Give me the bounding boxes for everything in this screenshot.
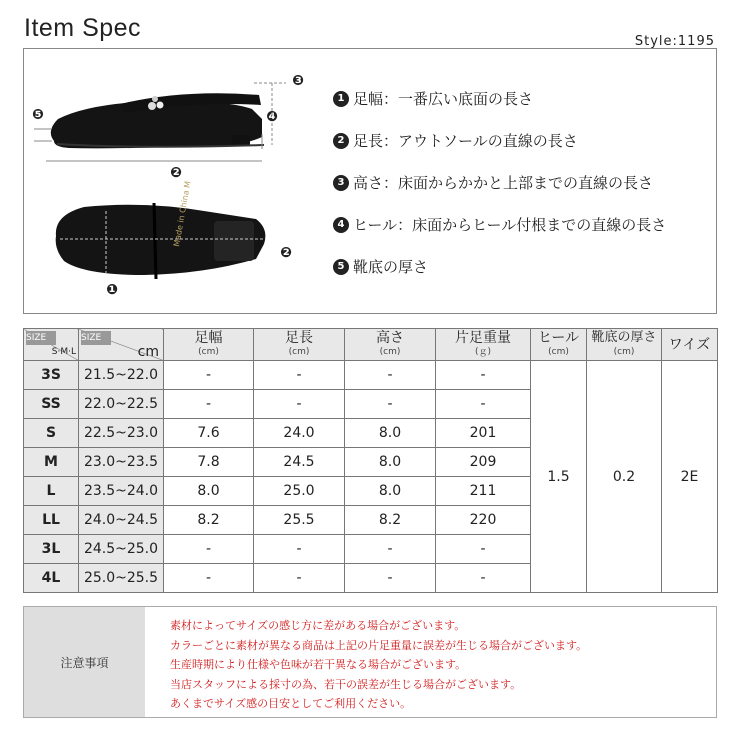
- corner-cell-sml: [24, 329, 79, 361]
- corner-cm: cm: [137, 343, 159, 360]
- header-sole-label: 靴底の厚さ: [591, 329, 657, 345]
- shoe-side-view: [51, 93, 264, 148]
- range-cell: 21.5~22.0: [79, 361, 164, 390]
- range-cell: 22.5~23.0: [79, 419, 164, 448]
- range-cell: 24.0~24.5: [79, 506, 164, 535]
- height-cell: 8.0: [345, 477, 436, 506]
- note-line: 素材によってサイズの感じ方に差がある場合がございます。: [170, 619, 466, 632]
- table-row: [24, 361, 718, 390]
- weight-cell: 209: [436, 448, 531, 477]
- corner-sml: S·M·L: [51, 346, 76, 357]
- header-wise-label: ワイズ: [668, 336, 711, 353]
- width-cell: -: [164, 390, 254, 419]
- length-cell: -: [254, 390, 345, 419]
- size-cell: 3S: [24, 361, 79, 390]
- size-cell: 3L: [24, 535, 79, 564]
- header-heel: [531, 329, 587, 361]
- width-cell: -: [164, 564, 254, 593]
- note-line: 当店スタッフによる採寸の為、若干の誤差が生じる場合がございます。: [170, 677, 522, 691]
- size-cell: S: [24, 419, 79, 448]
- sole-cell: 0.2: [587, 361, 662, 593]
- width-cell: 7.8: [164, 448, 254, 477]
- desc-1-text: 足幅：一番広い底面の長さ: [353, 90, 534, 108]
- header-weight-unit: (ｇ): [474, 346, 492, 357]
- desc-3: [333, 172, 653, 193]
- style-number: Style:1195: [634, 34, 715, 49]
- note-line: あくまでサイズ感の目安としてご利用ください。: [170, 697, 412, 711]
- size-rows: [24, 361, 718, 593]
- height-cell: -: [345, 564, 436, 593]
- desc-2-number: 2: [333, 133, 349, 149]
- header-height-unit: (cm): [379, 346, 401, 357]
- shoe-sole-view: [56, 180, 266, 279]
- header-width-unit: (cm): [198, 346, 219, 357]
- length-cell: 25.0: [254, 477, 345, 506]
- notes-panel: [23, 606, 717, 718]
- length-cell: 24.0: [254, 419, 345, 448]
- weight-cell: -: [436, 361, 531, 390]
- badge-1-side: ❶: [106, 282, 118, 298]
- width-cell: 7.6: [164, 419, 254, 448]
- header-length-label: 足長: [285, 329, 313, 346]
- heel-cell: 1.5: [531, 361, 587, 593]
- size-cell: LL: [24, 506, 79, 535]
- header-width-label: 足幅: [194, 329, 223, 346]
- header-heel-unit: (cm): [548, 346, 569, 357]
- size-cell: 4L: [24, 564, 79, 593]
- range-cell: 23.0~23.5: [79, 448, 164, 477]
- desc-1: [333, 88, 533, 109]
- desc-3-text: 高さ：床面からかかと上部までの直線の長さ: [353, 174, 654, 192]
- length-cell: 24.5: [254, 448, 345, 477]
- header-wise: [662, 329, 718, 361]
- range-cell: 25.0~25.5: [79, 564, 164, 593]
- wise-cell: 2E: [662, 361, 718, 593]
- header-width: [164, 329, 254, 361]
- header-weight-label: 片足重量: [455, 329, 511, 346]
- desc-5-number: 5: [333, 259, 349, 275]
- desc-2: [333, 130, 578, 151]
- range-cell: 24.5~25.0: [79, 535, 164, 564]
- width-cell: -: [164, 535, 254, 564]
- range-cell: 23.5~24.0: [79, 477, 164, 506]
- length-cell: -: [254, 535, 345, 564]
- range-cell: 22.0~22.5: [79, 390, 164, 419]
- length-cell: 25.5: [254, 506, 345, 535]
- length-cell: -: [254, 564, 345, 593]
- size-cell: L: [24, 477, 79, 506]
- length-cell: -: [254, 361, 345, 390]
- weight-cell: -: [436, 564, 531, 593]
- header-heel-label: ヒール: [537, 329, 580, 346]
- width-cell: 8.0: [164, 477, 254, 506]
- weight-cell: -: [436, 390, 531, 419]
- badge-3: ❸: [292, 73, 304, 89]
- weight-cell: 220: [436, 506, 531, 535]
- note-line: 生産時期により仕様や色味が若干異なる場合がございます。: [170, 658, 467, 672]
- size-table: [23, 328, 718, 593]
- notes-label: 注意事項: [24, 607, 145, 717]
- desc-2-text: 足長：アウトソールの直線の長さ: [353, 132, 578, 150]
- header-length: [254, 329, 345, 361]
- size-cell: M: [24, 448, 79, 477]
- height-cell: 8.0: [345, 448, 436, 477]
- desc-1-number: 1: [333, 91, 349, 107]
- header-sole: [587, 329, 662, 361]
- corner-cell-cm: [79, 329, 164, 361]
- notes-lines: [145, 607, 587, 717]
- desc-5: [333, 256, 428, 277]
- header-height-label: 高さ: [376, 329, 404, 346]
- svg-text:Made in China M: Made in China M: [172, 180, 193, 248]
- height-cell: -: [345, 390, 436, 419]
- weight-cell: -: [436, 535, 531, 564]
- badge-5: ❺: [32, 107, 44, 123]
- desc-4-text: ヒール：床面からヒール付根までの直線の長さ: [353, 216, 667, 234]
- height-cell: 8.0: [345, 419, 436, 448]
- height-cell: 8.2: [345, 506, 436, 535]
- width-cell: 8.2: [164, 506, 254, 535]
- corner-size-2: SIZE: [81, 331, 111, 345]
- size-cell: SS: [24, 390, 79, 419]
- desc-5-text: 靴底の厚さ: [353, 258, 429, 276]
- badge-2-side: ❷: [170, 165, 182, 181]
- width-cell: -: [164, 361, 254, 390]
- note-line: カラーごとに素材が異なる商品は上記の片足重量に誤差が生じる場合がございます。: [170, 638, 588, 652]
- desc-4: [333, 214, 666, 235]
- header-sole-unit: (cm): [613, 346, 635, 357]
- badge-4: ❹: [266, 109, 278, 125]
- weight-cell: 211: [436, 477, 531, 506]
- height-cell: -: [345, 535, 436, 564]
- desc-3-number: 3: [333, 175, 349, 191]
- page-title: Item Spec: [24, 14, 142, 42]
- desc-4-number: 4: [333, 217, 349, 233]
- header-weight: [436, 329, 531, 361]
- weight-cell: 201: [436, 419, 531, 448]
- header-height: [345, 329, 436, 361]
- header-length-unit: (cm): [288, 346, 310, 357]
- corner-size: SIZE: [26, 331, 56, 345]
- badge-2-sole: ❷: [280, 245, 292, 261]
- height-cell: -: [345, 361, 436, 390]
